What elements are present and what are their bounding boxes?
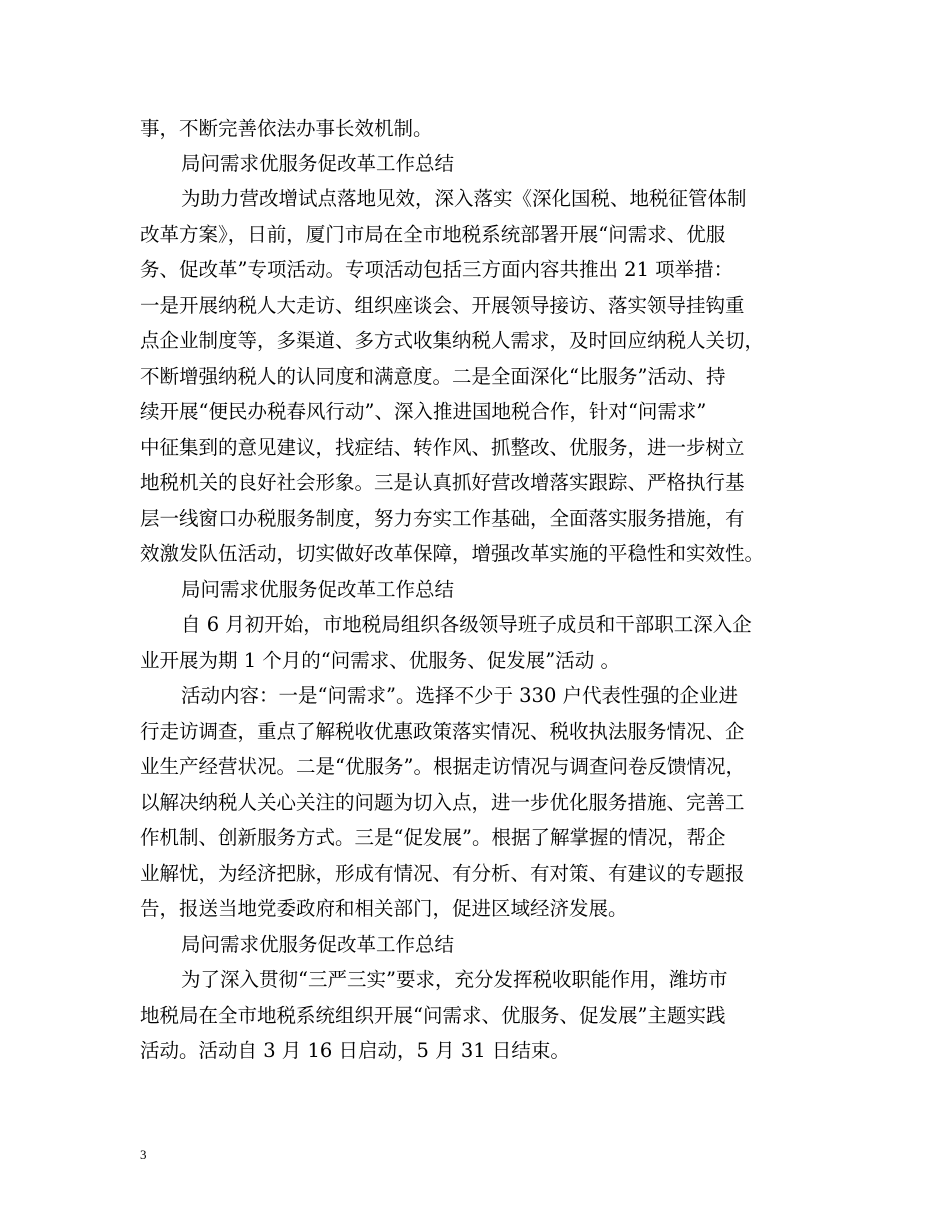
text-line: 以解决纳税人关心关注的问题为切入点，进一步优化服务措施、完善工	[140, 791, 745, 814]
text-line: 业生产经营状况。二是“优服务”。根据走访情况与调查问卷反馈情况，	[140, 755, 745, 778]
text-line: 务、促改革”专项活动。专项活动包括三方面内容共推出 21 项举措：	[140, 258, 734, 281]
text-line: 告，报送当地党委政府和相关部门，促进区域经济发展。	[140, 897, 628, 920]
text-line: 活动内容：一是“问需求”。选择不少于 330 户代表性强的企业进	[181, 684, 739, 707]
text-line: 中征集到的意见建议，找症结、转作风、抓整改、优服务，进一步树立	[140, 436, 745, 459]
text-line: 行走访调查，重点了解税收优惠政策落实情况、税收执法服务情况、企	[140, 720, 745, 743]
section-heading: 局问需求优服务促改革工作总结	[181, 933, 455, 956]
text-line: 事，不断完善依法办事长效机制。	[140, 117, 433, 140]
page-number: 3	[140, 1147, 147, 1162]
text-line: 活动。活动自 3 月 16 日启动，5 月 31 日结束。	[140, 1039, 570, 1062]
text-line: 效激发队伍活动，切实做好改革保障，增强改革实施的平稳性和实效性。	[140, 542, 765, 565]
text-line: 地税机关的良好社会形象。三是认真抓好营改增落实跟踪、严格执行基	[140, 471, 745, 494]
text-line: 为助力营改增试点落地见效，深入落实《深化国税、地税征管体制	[181, 187, 747, 210]
text-line: 地税局在全市地税系统组织开展“问需求、优服务、促发展”主题实践	[140, 1004, 726, 1027]
text-line: 层一线窗口办税服务制度，努力夯实工作基础，全面落实服务措施，有	[140, 507, 745, 530]
text-line: 改革方案》，日前，厦门市局在全市地税系统部署开展“问需求、优服	[140, 223, 726, 246]
section-heading: 局问需求优服务促改革工作总结	[181, 152, 455, 175]
text-line: 自 6 月初开始，市地税局组织各级领导班子成员和干部职工深入企	[181, 613, 752, 636]
text-line: 点企业制度等，多渠道、多方式收集纳税人需求，及时回应纳税人关切，	[140, 329, 765, 352]
text-line: 为了深入贯彻“三严三实”要求，充分发挥税收职能作用，潍坊市	[181, 968, 728, 991]
text-line: 不断增强纳税人的认同度和满意度。二是全面深化“比服务”活动、持	[140, 365, 726, 388]
text-line: 业开展为期 1 个月的“问需求、优服务、促发展”活动 。	[140, 649, 620, 672]
text-line: 一是开展纳税人大走访、组织座谈会、开展领导接访、落实领导挂钩重	[140, 294, 745, 317]
text-line: 作机制、创新服务方式。三是“促发展”。根据了解掌握的情况，帮企	[140, 826, 726, 849]
section-heading: 局问需求优服务促改革工作总结	[181, 578, 455, 601]
text-line: 业解忧，为经济把脉，形成有情况、有分析、有对策、有建议的专题报	[140, 862, 745, 885]
text-line: 续开展“便民办税春风行动”、深入推进国地税合作，针对“问需求”	[140, 400, 707, 423]
